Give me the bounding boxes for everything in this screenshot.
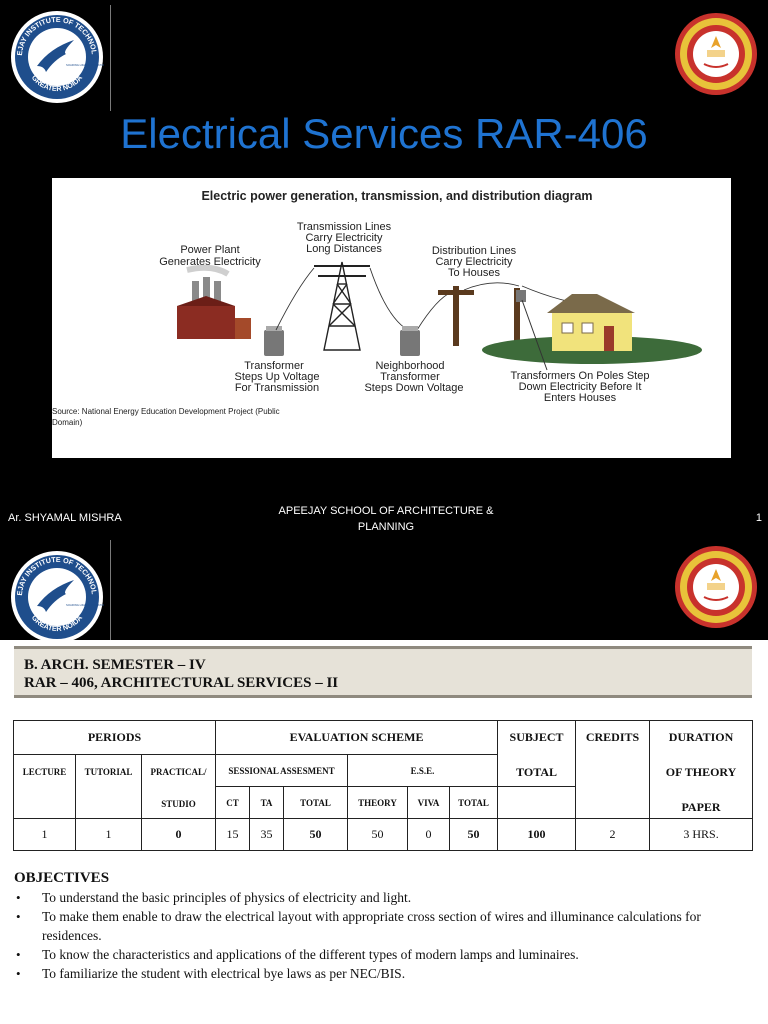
ct-header: CT (216, 787, 250, 819)
semester-title: B. ARCH. SEMESTER – IV (24, 657, 206, 673)
table-row (14, 819, 753, 851)
course-header (14, 646, 752, 698)
footer-school-line2: PLANNING (357, 521, 415, 533)
label-transmission-1: Transmission Lines (296, 221, 392, 233)
divider-line (110, 540, 111, 640)
cell-credits: 2 (576, 819, 650, 851)
duration-header (650, 721, 753, 819)
slide-2 (0, 540, 768, 1024)
ese-header: E.S.E. (348, 755, 498, 787)
cell-ta: 35 (250, 819, 284, 851)
label-distribution-3: To Houses (448, 267, 500, 279)
table-row (14, 721, 753, 755)
neighborhood-transformer-icon (400, 326, 420, 356)
cell-lecture: 1 (14, 819, 76, 851)
diagram-source-2: Domain) (52, 418, 83, 427)
university-seal-icon (674, 12, 758, 96)
label-transformer-3: For Transmission (234, 382, 320, 394)
power-plant-icon (177, 268, 251, 339)
practical-header (142, 755, 216, 819)
tutorial-header: TUTORIAL (76, 755, 142, 819)
logo-tagline: SOARING HIGH IS MY NATURE (66, 603, 104, 607)
label-neighborhood-1: Neighborhood (375, 360, 445, 372)
label-neighborhood-2: Transformer (380, 371, 440, 383)
logo-ring-bottom: GREATER NOIDA (29, 613, 85, 634)
course-title: RAR – 406, ARCHITECTURAL SERVICES – II (24, 675, 339, 691)
practical-label: PRACTICAL/ (150, 767, 207, 777)
lecture-header: LECTURE (14, 755, 76, 819)
list-item: • To know the characteristics and applications of the different types of modern lamps and luminaires. (14, 945, 754, 964)
cell-ct: 15 (216, 819, 250, 851)
subject-total-blank (498, 787, 576, 819)
viva-header: VIVA (408, 787, 450, 819)
logo-tagline: SOARING HIGH IS MY NATURE (66, 63, 104, 67)
label-transformer-1: Transformer (244, 360, 304, 372)
transmission-tower-icon (314, 262, 370, 350)
cell-theory: 50 (348, 819, 408, 851)
logo-ring-top: EJAY INSTITUTE OF TECHNOL (14, 554, 99, 596)
utility-pole-icon (438, 286, 526, 346)
theory-header: THEORY (348, 787, 408, 819)
label-poles-1: Transformers On Poles Step (510, 370, 650, 382)
ese-total-header: TOTAL (450, 787, 498, 819)
cell-subject-total: 100 (498, 819, 576, 851)
list-item: • To familiarize the student with electrical bye laws as per NEC/BIS. (14, 964, 754, 983)
label-transmission-3: Long Distances (306, 243, 382, 255)
label-power-plant-1: Power Plant (180, 244, 240, 256)
diagram-source-1: Source: National Energy Education Development Project (Public (52, 407, 280, 416)
power-distribution-diagram (52, 178, 731, 458)
label-transmission-2: Carry Electricity (305, 232, 383, 244)
subject-label: SUBJECT (509, 730, 564, 744)
syllabus-document (0, 640, 768, 1024)
evaluation-header: EVALUATION SCHEME (216, 721, 498, 755)
step-up-transformer-icon (264, 326, 284, 356)
footer-school-line1: APEEJAY SCHOOL OF ARCHITECTURE & (278, 505, 494, 517)
label-neighborhood-3: Steps Down Voltage (364, 382, 464, 394)
cell-ese-total: 50 (450, 819, 498, 851)
cell-sessional-total: 50 (284, 819, 348, 851)
duration-label-3: PAPER (681, 800, 721, 814)
cell-practical: 0 (142, 819, 216, 851)
footer-author: Ar. SHYAMAL MISHRA (8, 512, 122, 524)
apeejay-logo (10, 10, 104, 104)
label-transformer-2: Steps Up Voltage (234, 371, 320, 383)
house-icon (547, 294, 635, 351)
cell-viva: 0 (408, 819, 450, 851)
periods-header: PERIODS (14, 721, 216, 755)
credits-header: CREDITS (576, 721, 650, 819)
objectives-title: OBJECTIVES (14, 870, 110, 886)
cell-tutorial: 1 (76, 819, 142, 851)
university-seal-icon (674, 545, 758, 629)
label-distribution-1: Distribution Lines (431, 245, 517, 257)
diagram-heading: Electric power generation, transmission, and distribution diagram (201, 189, 593, 203)
divider-line (110, 5, 111, 111)
label-power-plant-2: Generates Electricity (159, 256, 261, 268)
total-label: TOTAL (516, 765, 557, 779)
label-poles-2: Down Electricity Before It (518, 381, 642, 393)
sessional-header: SESSIONAL ASSESMENT (216, 755, 348, 787)
duration-label-2: OF THEORY (665, 765, 737, 779)
slide-title: Electrical Services RAR-406 (120, 110, 648, 157)
logo-ring-bottom: GREATER NOIDA (29, 73, 85, 94)
apeejay-logo (10, 550, 104, 644)
cell-duration: 3 HRS. (650, 819, 753, 851)
duration-label-1: DURATION (668, 730, 734, 744)
objectives-list (14, 888, 754, 983)
list-item: • To understand the basic principles of physics of electricity and light. (14, 888, 754, 907)
sessional-total-header: TOTAL (284, 787, 348, 819)
logo-ring-top: EJAY INSTITUTE OF TECHNOL (14, 14, 99, 56)
page-number: 1 (755, 512, 762, 524)
footer-school (268, 503, 504, 535)
label-poles-3: Enters Houses (543, 392, 617, 404)
ta-header: TA (250, 787, 284, 819)
studio-label: STUDIO (161, 799, 196, 809)
list-item: • To make them enable to draw the electrical layout with appropriate cross section of wires and illuminance calculations for residences. (14, 907, 754, 945)
label-distribution-2: Carry Electricity (435, 256, 513, 268)
evaluation-table (13, 720, 753, 851)
subject-total-header (498, 721, 576, 787)
